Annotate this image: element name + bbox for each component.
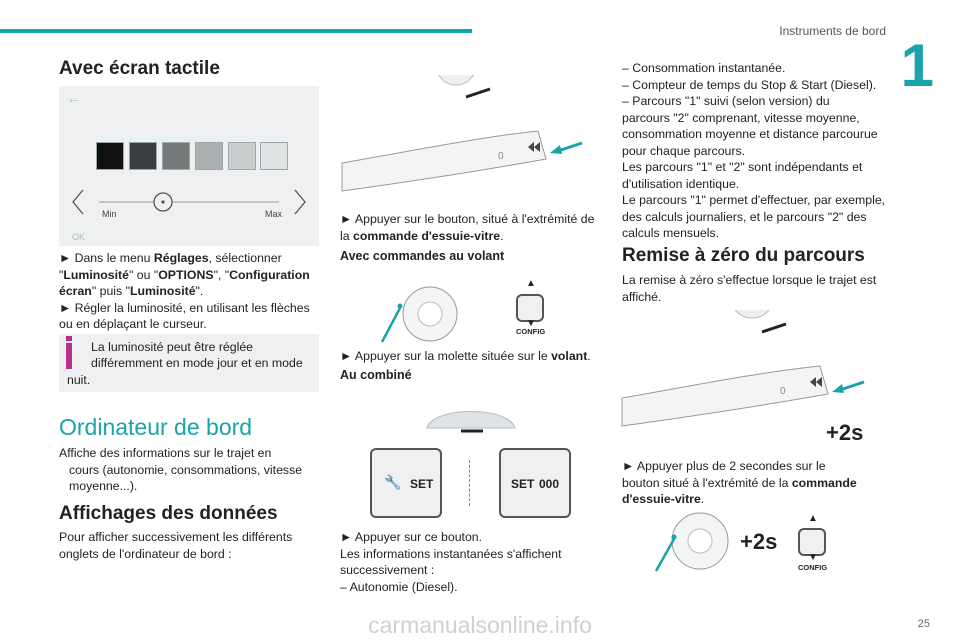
wheel-heading: Avec commandes au volant <box>340 249 505 263</box>
page-number: 25 <box>917 618 930 630</box>
back-arrow-icon: ← <box>67 90 81 106</box>
chevron-right-icon <box>295 190 305 214</box>
config-label-2: CONFIG <box>798 563 828 572</box>
set-000-display: SET 000 <box>499 448 571 518</box>
swatch-3 <box>162 142 190 170</box>
data-list: – Consommation instantanée. – Compteur de temps du Stop & Start (Diesel). – Parcours "1" suivi (selon version) du parcours "2" comprenant, vitesse moyenne, consommation moyenne et distance parcourue pour chaque parcours. Les parcours "1" et "2" sont indépendants et d'utilisation identique. Le parcours "1" permet d'effectuer, par exemple, des calculs journaliers, et le parcours "2" des calculs mensuels. <box>622 61 886 240</box>
reset-text: La remise à zéro s'effectue lorsque le trajet est affiché. <box>622 273 877 304</box>
info-box: La luminosité peut être réglée différemment en mode jour et en mode nuit. <box>59 334 319 392</box>
header-accent-bar <box>0 29 472 33</box>
watermark: carmanualsonline.info <box>368 612 592 638</box>
set-button[interactable]: 🔧 SET <box>370 448 442 518</box>
wiper-stalk-illustration <box>340 75 590 200</box>
divider <box>469 460 470 506</box>
arrow-up-icon: ▲ <box>808 513 818 524</box>
swatch-2 <box>129 142 157 170</box>
info-icon <box>66 336 72 341</box>
computer-heading: Ordinateur de bord <box>59 414 253 440</box>
swatch-1 <box>96 142 124 170</box>
plus-2s-badge: +2s <box>826 420 864 445</box>
brightness-screen <box>59 86 319 246</box>
max-label: Max <box>265 209 283 219</box>
ok-label: OK <box>72 232 86 242</box>
config-label: CONFIG <box>516 327 546 336</box>
display-heading: Affichages des données <box>59 503 278 524</box>
cluster-illustration <box>425 398 517 436</box>
swatch-5 <box>228 142 256 170</box>
swatch-4 <box>195 142 223 170</box>
reset-heading: Remise à zéro du parcours <box>622 245 865 266</box>
steering-wheel-illustration <box>378 286 473 346</box>
chapter-number: 1 <box>900 32 934 99</box>
plus-2s-badge-2: +2s <box>740 529 778 554</box>
display-text: Pour afficher successivement les différents onglets de l'ordinateur de bord : <box>59 530 293 561</box>
touch-heading: Avec écran tactile <box>59 58 220 79</box>
combine-text: ► Appuyer sur ce bouton. Les informations instantanées s'affichent successivement : – Autonomie (Diesel). <box>340 530 562 594</box>
chevron-left-icon <box>73 190 83 214</box>
min-label: Min <box>102 209 117 219</box>
reset-wheel-illustration <box>648 511 743 573</box>
combine-heading: Au combiné <box>340 368 412 382</box>
swatch-6 <box>260 142 288 170</box>
svg-text:0: 0 <box>780 386 786 397</box>
arrow-up-icon: ▲ <box>526 278 536 289</box>
arrow-down-icon: ▼ <box>526 318 536 329</box>
section-title: Instruments de bord <box>779 24 886 38</box>
wrench-icon: 🔧 <box>384 474 402 490</box>
svg-text:0: 0 <box>498 151 504 162</box>
wheel-text: ► Appuyer sur la molette située sur le volant. <box>340 349 591 363</box>
arrow-down-icon: ▼ <box>808 552 818 563</box>
stalk-text: ► Appuyer sur le bouton, situé à l'extrémité de la commande d'essuie-vitre. <box>340 212 595 243</box>
step-1: ► Dans le menu Réglages, sélectionner "Luminosité" ou "OPTIONS", "Configuration écran" puis "Luminosité". ► Régler la luminosité, en utilisant les flèches ou en déplaçant le curseur. <box>59 251 310 331</box>
reset-step: ► Appuyer plus de 2 secondes sur le bouton situé à l'extrémité de la commande d'essuie-vitre. <box>622 459 857 506</box>
computer-text: Affiche des informations sur le trajet en cours (autonomie, consommations, vitesse moyenne...). <box>59 446 303 493</box>
